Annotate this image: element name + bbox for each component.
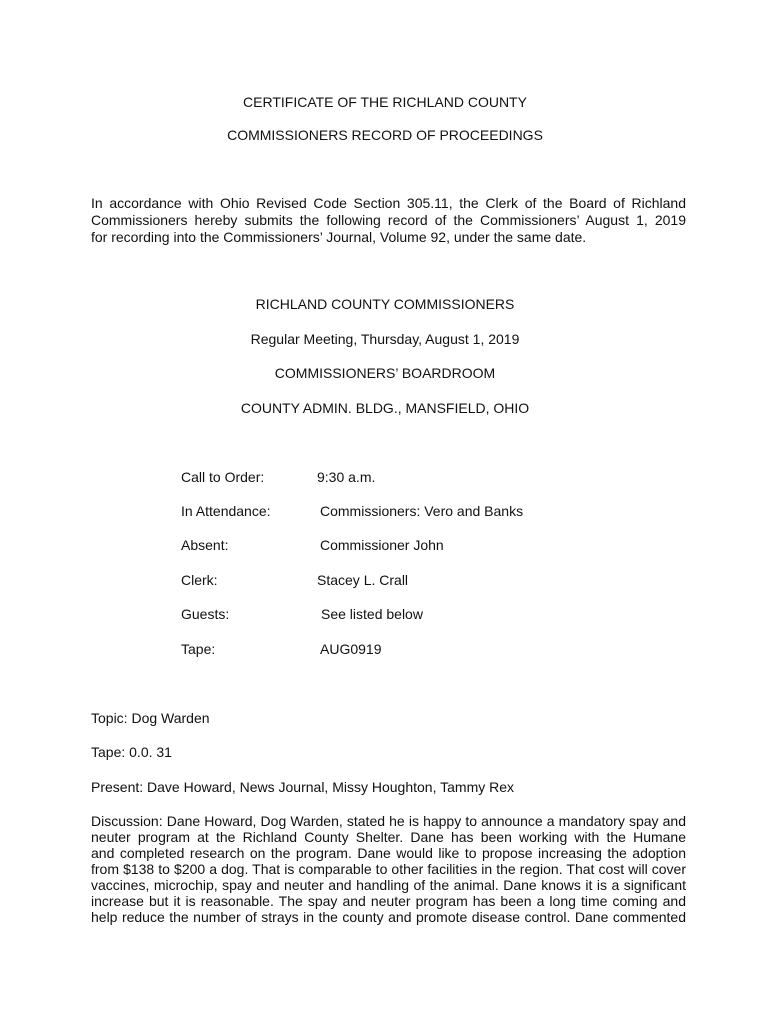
meeting-room-heading: COMMISSIONERS’ BOARDROOM	[274, 365, 496, 381]
detail-value-attendance: Commissioners: Vero and Banks	[320, 503, 524, 519]
detail-label-tape: Tape:	[181, 641, 216, 657]
meeting-date-heading: Regular Meeting, Thursday, August 1, 2019	[250, 331, 520, 347]
detail-label-clerk: Clerk:	[181, 572, 218, 588]
detail-value-clerk: Stacey L. Crall	[317, 572, 409, 588]
meeting-body-heading: RICHLAND COUNTY COMMISSIONERS	[255, 296, 515, 312]
discussion-line: increase but it is reasonable. The spay and neuter program has been a long time coming and	[91, 893, 686, 909]
intro-line: Commissioners hereby submits the following record of the Commissioners’ August 1, 2019	[91, 212, 686, 228]
present-line: Present: Dave Howard, News Journal, Missy Houghton, Tammy Rex	[91, 779, 515, 795]
detail-value-guests: See listed below	[321, 606, 423, 622]
intro-line: for recording into the Commissioners’ Journal, Volume 92, under the same date.	[91, 229, 587, 245]
detail-label-attendance: In Attendance:	[181, 503, 271, 519]
tape-line: Tape: 0.0. 31	[91, 744, 172, 760]
discussion-line: vaccines, microchip, spay and neuter and handling of the animal. Dane knows it is a significant	[91, 877, 686, 893]
discussion-line: Discussion: Dane Howard, Dog Warden, stated he is happy to announce a mandatory spay and	[91, 813, 686, 829]
intro-paragraph	[91, 195, 686, 246]
detail-label-absent: Absent:	[181, 537, 229, 553]
detail-value-call-to-order: 9:30 a.m.	[317, 469, 376, 485]
meeting-location-heading: COUNTY ADMIN. BLDG., MANSFIELD, OHIO	[240, 400, 530, 416]
detail-value-absent: Commissioner John	[320, 537, 444, 553]
detail-value-tape: AUG0919	[320, 641, 382, 657]
discussion-line: help reduce the number of strays in the county and promote disease control. Dane commented	[91, 909, 686, 925]
certificate-title-line1: CERTIFICATE OF THE RICHLAND COUNTY	[243, 94, 527, 110]
discussion-line: from $138 to $200 a dog. That is comparable to other facilities in the region. That cost will cover	[91, 861, 686, 877]
discussion-line: and completed research on the program. Dane would like to propose increasing the adoption	[91, 845, 686, 861]
detail-label-call-to-order: Call to Order:	[181, 469, 265, 485]
detail-label-guests: Guests:	[181, 606, 230, 622]
certificate-title-line2: COMMISSIONERS RECORD OF PROCEEDINGS	[227, 127, 543, 143]
topic-line: Topic: Dog Warden	[91, 710, 210, 726]
discussion-paragraph	[91, 813, 686, 925]
intro-line: In accordance with Ohio Revised Code Section 305.11, the Clerk of the Board of Richland	[91, 195, 686, 211]
discussion-line: neuter program at the Richland County Shelter. Dane has been working with the Humane	[91, 829, 686, 845]
